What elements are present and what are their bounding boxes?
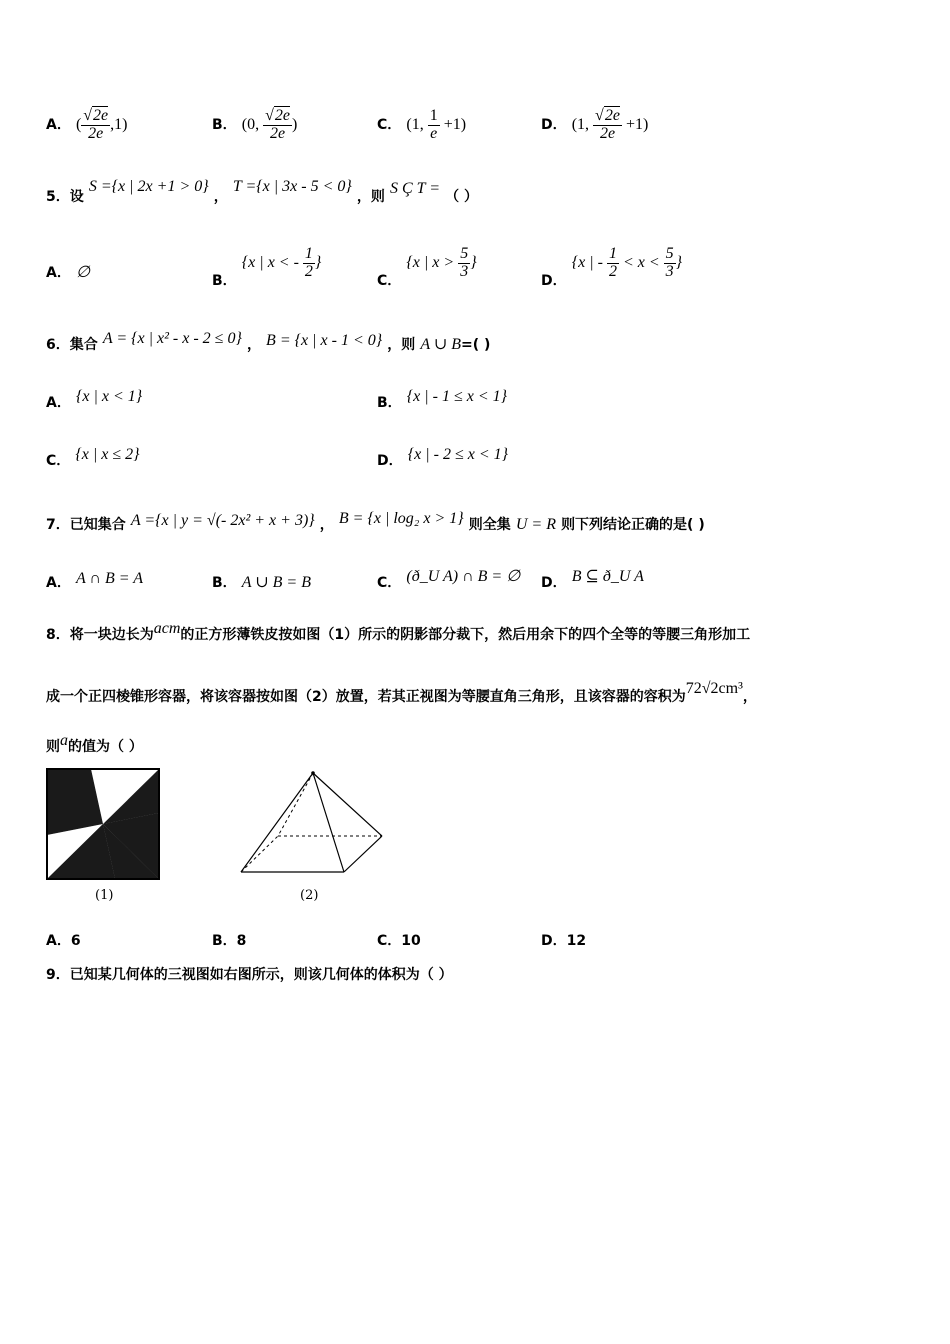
- q5-option-c-math: {x | x > $\frac{5}{3}$ }: [406, 245, 477, 280]
- q8-option-d[interactable]: D．12: [541, 933, 587, 949]
- q6-option-c-math: {x | x ≤ 2}: [75, 446, 140, 463]
- q8-line3: 则a的值为（ ）: [46, 732, 143, 755]
- q4-option-d[interactable]: D． (1, $\frac{√2e}{2e}$ +1): [541, 107, 649, 142]
- q8-option-b[interactable]: B．8: [212, 933, 247, 949]
- q4-option-b-math: (0, $\frac{√2e}{2e}$ ): [241, 107, 298, 142]
- q5-option-b-math: {x | x < - $\frac{1}{2}$ }: [241, 245, 322, 280]
- q7-option-c-math: (ð_U A) ∩ B = ∅: [406, 568, 521, 585]
- q4-option-c[interactable]: C． (1, $\frac{1}{e}$ +1): [377, 107, 467, 142]
- q7-option-c[interactable]: C． (ð_U A) ∩ B = ∅: [377, 568, 521, 591]
- q5-stem: 5．设 S ={x | 2x +1 > 0} ， T ={x | 3x - 5 < 0} ，则 S Ç T = （ ）: [46, 178, 478, 205]
- q7-option-b[interactable]: B． A ∪ B = B: [212, 574, 311, 591]
- q7-stem: 7．已知集合 A ={x | y = √(- 2x² + x + 3)} ， B = {x | log₂ x > 1} 则全集 U = R 则下列结论正确的是( ): [46, 510, 705, 533]
- q6-option-a-math: {x | x < 1}: [75, 388, 143, 405]
- figure-2-pyramid: [238, 770, 388, 876]
- q7-set-b: B = {x | log₂ x > 1}: [338, 510, 464, 527]
- q5-expression: S Ç T =: [389, 180, 441, 197]
- q5-option-b[interactable]: B． {x | x < - $\frac{1}{2}$ }: [212, 245, 322, 289]
- q8-line2: 成一个正四棱锥形容器，将该容器按如图（2）放置，若其正视图为等腰直角三角形，且该容器的容积为72√2cm³，: [46, 680, 757, 705]
- q7-set-a: A ={x | y = √(- 2x² + x + 3)}: [130, 512, 315, 529]
- q6-option-a[interactable]: A． {x | x < 1}: [46, 388, 143, 411]
- q4-option-c-math: (1, $\frac{1}{e}$ +1): [406, 107, 467, 142]
- q8-volume: 72√2cm³: [685, 680, 743, 697]
- q4-option-a-math: ( $\frac{√2e}{2e}$ ,1): [75, 107, 128, 142]
- figure-2-caption: (2): [300, 888, 319, 903]
- q7-universe: U = R: [515, 516, 556, 533]
- q8-option-c[interactable]: C．10: [377, 933, 421, 949]
- figure-1-square: [46, 768, 162, 882]
- q6-option-b[interactable]: B． {x | - 1 ≤ x < 1}: [377, 388, 508, 411]
- q5-option-d[interactable]: D． {x | - $\frac{1}{2}$ < x < $\frac{5}{3}$ }: [541, 245, 683, 289]
- q8-option-a[interactable]: A．6: [46, 933, 81, 949]
- q9-stem: 9．已知某几何体的三视图如右图所示，则该几何体的体积为（ ）: [46, 967, 453, 983]
- q5-option-d-math: {x | - $\frac{1}{2}$ < x < $\frac{5}{3}$ }: [571, 245, 683, 280]
- q4-option-b[interactable]: B． (0, $\frac{√2e}{2e}$ ): [212, 107, 298, 142]
- q7-option-a-math: A ∩ B = A: [75, 570, 144, 587]
- q7-option-a[interactable]: A． A ∩ B = A: [46, 570, 144, 591]
- q6-option-d[interactable]: D． {x | - 2 ≤ x < 1}: [377, 446, 509, 469]
- q7-option-d-math: B ⊆ ð_U A: [571, 568, 644, 585]
- q6-set-b: B = {x | x - 1 < 0}: [266, 332, 383, 349]
- figure-1-caption: (1): [95, 888, 114, 903]
- q8-var-a2: a: [60, 732, 68, 749]
- q5-set-s: S ={x | 2x +1 > 0}: [88, 178, 209, 195]
- q6-option-d-math: {x | - 2 ≤ x < 1}: [407, 446, 509, 463]
- q5-option-a[interactable]: A． ∅: [46, 264, 90, 281]
- q6-stem: 6．集合 A = {x | x² - x - 2 ≤ 0} ， B = {x | x - 1 < 0} ，则 A ∪ B=( ): [46, 330, 491, 353]
- q7-option-b-math: A ∪ B = B: [241, 574, 311, 591]
- q7-option-d[interactable]: D． B ⊆ ð_U A: [541, 568, 644, 591]
- q6-set-a: A = {x | x² - x - 2 ≤ 0}: [102, 330, 242, 347]
- q8-line1: 8．将一块边长为acm的正方形薄铁皮按如图（1）所示的阴影部分裁下，然后用余下的四个全等的等腰三角形加工: [46, 620, 751, 643]
- q5-option-c[interactable]: C． {x | x > $\frac{5}{3}$ }: [377, 245, 477, 289]
- q4-option-a[interactable]: A． ( $\frac{√2e}{2e}$ ,1): [46, 107, 128, 142]
- q5-set-t: T ={x | 3x - 5 < 0}: [232, 178, 352, 195]
- q4-option-d-math: (1, $\frac{√2e}{2e}$ +1): [571, 107, 649, 142]
- q5-option-a-math: ∅: [75, 264, 90, 281]
- q8-var-a: acm: [153, 620, 181, 637]
- q6-expression: A ∪ B: [420, 336, 461, 353]
- q6-option-b-math: {x | - 1 ≤ x < 1}: [406, 388, 508, 405]
- q6-option-c[interactable]: C． {x | x ≤ 2}: [46, 446, 140, 469]
